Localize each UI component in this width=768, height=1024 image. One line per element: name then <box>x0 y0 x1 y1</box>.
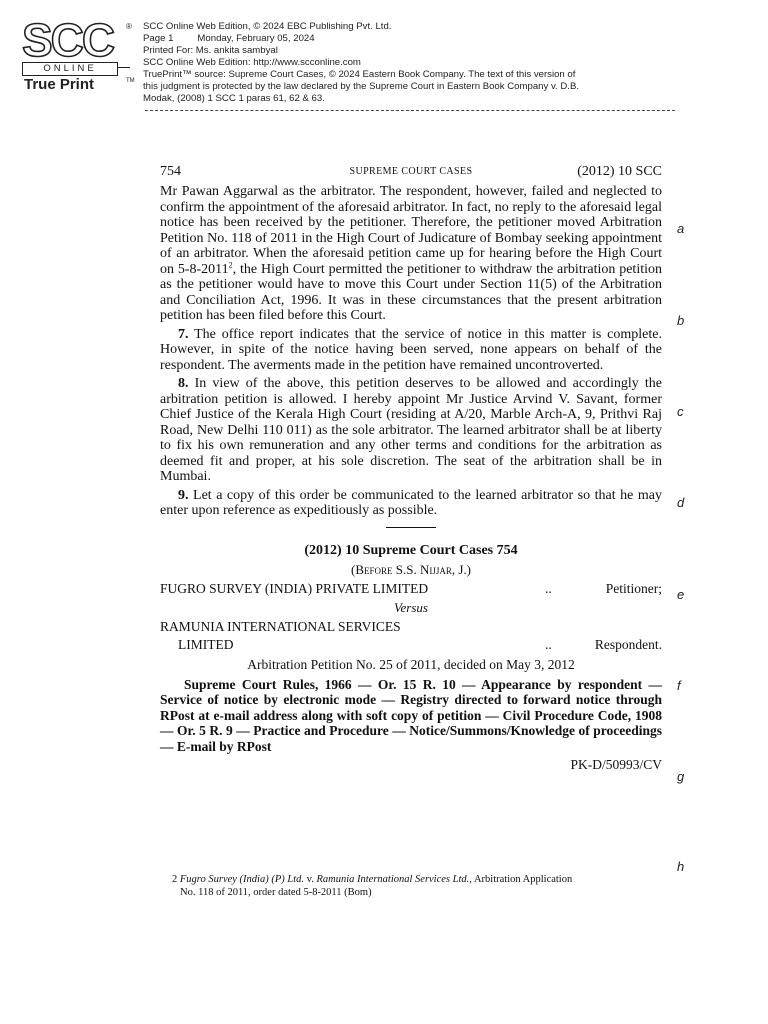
paragraph-text: , the High Court permitted the petitioner to withdraw the arbitration petition as the petitioner would have to move this Court under Section 11(5) of the Arbitration and Conciliation Act, 1996. It was in these circumstances that the present arbitration petition has been filed before this Court. <box>160 261 662 323</box>
margin-letter-e: e <box>677 587 685 602</box>
logo-true-print-text: True Print <box>24 76 95 93</box>
header-printed-for: Printed For: Ms. ankita sambyal <box>143 45 278 56</box>
paragraph-number: 8. <box>178 376 189 391</box>
print-header <box>143 21 743 105</box>
logo-underline-icon <box>117 67 130 68</box>
case-citation: (2012) 10 Supreme Court Cases 754 <box>304 542 518 558</box>
respondent-row-2 <box>160 636 662 654</box>
running-head <box>160 164 662 184</box>
respondent-name-cont: LIMITED <box>178 636 234 652</box>
bench-judge: S.S. N <box>392 561 430 577</box>
respondent-role: Respondent. <box>594 636 662 652</box>
footnote <box>172 873 664 899</box>
header-web-edition: SCC Online Web Edition: http://www.scconline.com <box>143 57 361 68</box>
section-separator <box>386 527 436 528</box>
respondent-row-1 <box>160 618 662 636</box>
header-source-line-3: Modak, (2008) 1 SCC 1 paras 61, 62 & 63. <box>143 93 325 104</box>
respondent-name: RAMUNIA INTERNATIONAL SERVICES <box>160 618 401 634</box>
judgment-body <box>160 184 662 519</box>
header-source-line-1: TruePrint™ source: Supreme Court Cases, © 2024 Eastern Book Company. The text of this version of <box>143 69 576 80</box>
paragraph-text: Mr Pawan Aggarwal as the arbitrator. The respondent, however, failed and neglected to confirm the appointment of the aforesaid arbitrator. In fact, no reply to the aforesaid legal notice has been received by the petitioner. Therefore, the petitioner moved Arbitration Petition No. 118 of 2011 in the High Court of Judicature of Bombay seeking appointment of an arbitrator. When the aforesaid petition came up for hearing before the High Court on 5-8-2011 <box>160 184 662 277</box>
header-page-date <box>143 33 743 45</box>
bench-judge-surname: ijjar <box>429 561 452 577</box>
paragraph-continued <box>160 184 662 324</box>
header-copyright: SCC Online Web Edition, © 2024 EBC Publishing Pvt. Ltd. <box>143 21 392 32</box>
arbitration-petition-line: Arbitration Petition No. 25 of 2011, decided on May 3, 2012 <box>247 656 575 672</box>
petitioner-name: FUGRO SURVEY (INDIA) PRIVATE LIMITED <box>160 580 429 596</box>
versus-label: Versus <box>394 599 428 615</box>
running-title: SUPREME COURT CASES <box>349 166 473 177</box>
bench-before: efore <box>363 561 393 577</box>
footnote-v: v. <box>304 874 317 885</box>
footnote-ref: 2 <box>228 259 233 269</box>
headnote: Supreme Court Rules, 1966 — Or. 15 R. 10 — Appearance by respondent — Service of notice by electronic mode — Registry directed to forward notice through RPost at e-mail address along with soft copy of petition — Civil Procedure Code, 1908 — Or. 5 R. 9 — Practice and Procedure — Notice/Summons/Knowledge of proceedings — E-mail by RPost <box>160 676 662 754</box>
margin-letter-h: h <box>677 859 685 874</box>
paragraph-number: 7. <box>178 326 189 342</box>
header-source-line-2: this judgment is protected by the law declared by the Supreme Court in Eastern Book Company v. D.B. <box>143 81 580 92</box>
footnote-line-2: No. 118 of 2011, order dated 5-8-2011 (Bom) <box>180 887 372 898</box>
respondent-dots: .. <box>545 636 552 652</box>
margin-letter-b: b <box>677 313 685 328</box>
bench-line <box>160 560 662 580</box>
header-dashed-rule <box>145 110 675 111</box>
paragraph-text: In view of the above, this petition deserves to be allowed and accordingly the arbitration petition is allowed. I hereby appoint Mr Justice Arvind V. Savant, former Chief Justice of the Kerala High Court (residing at A/20, Marble Arch-A, 9, Prithvi Raj Road, New Delhi 110 011) as the sole arbitrator. The learned arbitrator shall be at liberty to fix his own remuneration and any other terms and conditions for the arbitration as deemed fit and proper, at his sole discretion. The seat of the arbitration shall be in Mumbai. <box>160 376 662 484</box>
paragraph-text: Let a copy of this order be communicated to the learned arbitrator so that he may enter upon reference as expeditiously as possible. <box>160 487 662 518</box>
footnote-number: 2 <box>172 874 178 885</box>
petitioner-row <box>160 580 662 598</box>
margin-letter-g: g <box>677 769 685 784</box>
judgment-page <box>160 164 662 774</box>
margin-letter-f: f <box>677 678 681 693</box>
scc-online-logo <box>18 14 140 96</box>
header-page-label: Page 1 <box>143 33 174 44</box>
bench-close: , J.) <box>451 561 472 577</box>
paragraph-7 <box>160 327 662 374</box>
margin-letter-c: c <box>677 404 684 419</box>
paragraph-text: The office report indicates that the service of notice in this matter is complete. However, in spite of the notice having been served, none appears on behalf of the respondent. The averments made in the petition have remained uncontroverted. <box>160 326 662 373</box>
footnote-case: Fugro Survey (India) (P) Ltd. <box>179 874 304 885</box>
logo-trademark: TM <box>126 78 135 84</box>
petitioner-dots: .. <box>545 580 552 596</box>
margin-letter-d: d <box>677 495 685 510</box>
pk-code: PK-D/50993/CV <box>570 757 662 772</box>
running-volume: (2012) 10 SCC <box>577 164 662 179</box>
page-number: 754 <box>160 164 181 179</box>
paragraph-number: 9. <box>178 487 189 503</box>
header-date: Monday, February 05, 2024 <box>197 33 315 44</box>
footnote-line-1 <box>172 873 664 886</box>
footnote-party: Ramunia International Services Ltd. <box>316 874 470 885</box>
paragraph-8 <box>160 376 662 485</box>
margin-letter-a: a <box>677 221 685 236</box>
logo-online-text: ONLINE <box>22 62 118 76</box>
footnote-rest: , Arbitration Application <box>469 874 573 885</box>
paragraph-9 <box>160 488 662 519</box>
logo-scc-text: SCC <box>22 14 114 66</box>
petitioner-role: Petitioner; <box>605 580 662 596</box>
bench-open: (B <box>350 561 364 577</box>
logo-registered-mark: ® <box>126 22 132 31</box>
